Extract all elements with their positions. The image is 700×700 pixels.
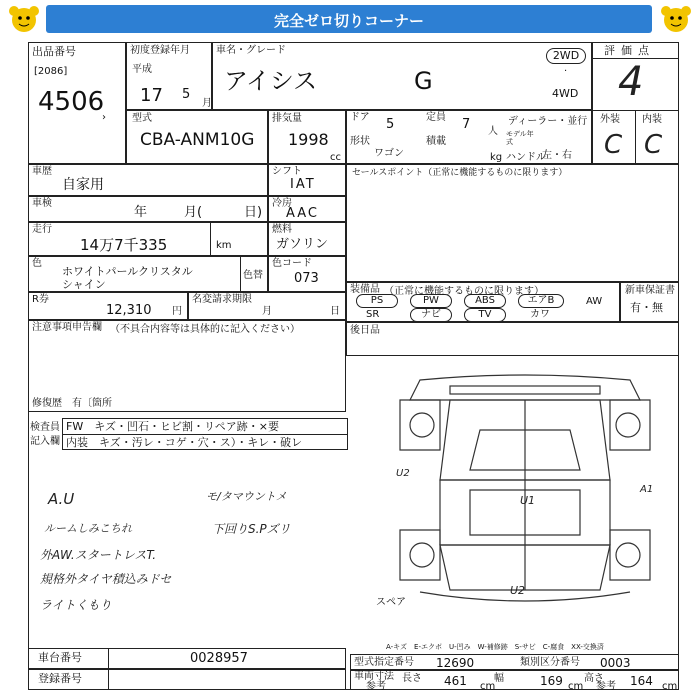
ref-2: 参考: [596, 681, 616, 692]
lot-number: 4506: [38, 87, 105, 117]
int-label: 内装: [642, 114, 662, 125]
fuel: ガソリン: [276, 237, 329, 252]
load-label: 積載: [426, 136, 446, 147]
inspect-label: 車検: [32, 198, 52, 209]
hand-u2-bottom: U2: [510, 584, 526, 597]
equip-airbag: エアB: [518, 294, 564, 308]
check-row-1: FW キズ・凹石・ヒビ割・リペア跡・×要: [66, 420, 279, 433]
doors: 5: [386, 117, 395, 132]
equip-ps: PS: [356, 294, 398, 308]
dealer-label: ディーラー・並行: [508, 116, 588, 127]
sales-label: セールスポイント（正常に機能するものに限ります）: [352, 168, 568, 178]
cat-label: 類別区分番号: [520, 657, 580, 668]
equip-abs: ABS: [464, 294, 506, 308]
sales-box: [346, 164, 679, 282]
equip-leather: カワ: [530, 309, 550, 320]
lot-code: [2086]: [34, 66, 68, 77]
year-label: モデル年式: [506, 130, 534, 146]
chassis-label: 車台番号: [38, 651, 82, 664]
hand-note-4: 規格外タイヤ積込みドセ: [40, 572, 172, 586]
hand-note-r2: 下回りS.Pズリ: [212, 522, 291, 536]
later-box: [346, 322, 679, 356]
spare-label: スペア: [376, 597, 406, 608]
repaint-label: 色替: [243, 270, 263, 281]
recycle-unit: 円: [172, 306, 182, 317]
disp: 1998: [288, 130, 329, 149]
drive-2wd: 2WD: [546, 48, 586, 64]
hand-note-5: ライトくもり: [40, 598, 112, 612]
score-label: 評価点: [604, 44, 655, 57]
mascot-left-icon: [6, 4, 42, 36]
equip-tv: TV: [464, 308, 506, 322]
equip-pw: PW: [410, 294, 452, 308]
cap-label: 定員: [426, 112, 446, 123]
check-row-2: 内装 キズ・汚レ・コゲ・穴・ス）・キレ・破レ: [66, 436, 303, 449]
size-label: 車両寸法: [354, 671, 394, 682]
handle-label: ハンドル: [506, 152, 546, 163]
colorcode: 073: [294, 271, 319, 286]
reg-label: 初度登録年月: [130, 45, 190, 56]
disp-label: 排気量: [272, 113, 302, 124]
ext-label: 外装: [600, 114, 620, 125]
repair-label: 修復歴: [32, 398, 62, 409]
reg-era: 平成: [132, 64, 152, 75]
history-label: 車歴: [32, 166, 52, 177]
equip-aw: AW: [586, 296, 603, 307]
recycle-label: R券: [32, 294, 49, 305]
drive-4wd: 4WD: [552, 87, 579, 100]
equip-navi: ナビ: [410, 308, 452, 322]
cat: 0003: [600, 656, 631, 670]
reg-year: 17: [140, 85, 163, 106]
disp-unit: cc: [330, 152, 341, 163]
later-label: 後日品: [350, 325, 380, 336]
newcar: 有・無: [630, 301, 663, 314]
inspect-d: 日): [244, 205, 263, 220]
load-unit: kg: [490, 152, 503, 163]
mileage: 14万7千335: [80, 236, 168, 254]
wid-unit: cm: [568, 681, 584, 692]
mileage-unit: km: [216, 240, 232, 251]
equip-label: 装備品: [350, 284, 380, 295]
wid-label: 幅: [494, 673, 504, 684]
fuel-label: 燃料: [272, 224, 292, 235]
car-name: アイシス: [224, 67, 318, 95]
shift: IAT: [290, 177, 316, 192]
recycle: 12,310: [106, 303, 152, 318]
hand-note-3: 外AW.スタートレスT.: [40, 548, 157, 562]
ac-label: 冷房: [272, 198, 292, 209]
drive-dot: ·: [564, 66, 568, 77]
chassis: 0028957: [190, 651, 248, 666]
capacity: 7: [462, 117, 471, 132]
lot-label: 出品番号: [32, 45, 76, 58]
mail-m: 月: [262, 306, 272, 317]
hand-note-r1: モ/タマウントメ: [206, 490, 287, 503]
car-diagram: [380, 360, 670, 620]
int-grade: C: [644, 130, 663, 160]
notes-sub: （不具合内容等は具体的に記入ください）: [110, 324, 300, 335]
ext-grade: C: [604, 130, 623, 160]
reg-month: 5: [182, 87, 191, 102]
header-title: 完全ゼロ切りコーナー: [273, 12, 424, 30]
newcar-label: 新車保証書: [625, 285, 675, 296]
hand-note-2: ルームしみこちれ: [44, 522, 132, 535]
history: 自家用: [62, 177, 104, 193]
repair: 有〔箇所: [72, 398, 112, 409]
hand-u2-left: U2: [396, 468, 410, 479]
ac: AAC: [286, 206, 319, 221]
name-label: 車名・グレード: [216, 45, 286, 56]
hand-a1: A1: [640, 484, 654, 495]
len-label: 長さ: [402, 673, 422, 684]
ref-1: 参考: [366, 681, 386, 692]
shape-label: 形状: [350, 136, 370, 147]
type-label: 型式指定番号: [354, 657, 414, 668]
mail-d: 日: [330, 306, 340, 317]
reg-label-bottom: 登録番号: [38, 672, 82, 685]
check-label-2: 記入欄: [30, 436, 60, 447]
model-label: 型式: [132, 113, 152, 124]
shape: ワゴン: [374, 148, 404, 159]
mascot-right-icon: [658, 4, 694, 36]
equip-note: （正常に機能するものに限ります）: [384, 286, 544, 297]
cap-unit: 人: [488, 126, 498, 137]
door-label: ドア: [350, 112, 370, 123]
notes-label: 注意事項申告欄: [32, 322, 102, 333]
score: 4: [618, 59, 644, 105]
hgt: 164: [630, 674, 653, 688]
inspect-y: 年: [134, 205, 148, 220]
len: 461: [444, 674, 467, 688]
shift-label: シフト: [272, 166, 302, 177]
damage-legend: A-キズ E-エクボ U-凹み W-補修跡 S-サビ C-腐食 XX-交換済: [386, 643, 604, 651]
inspect-row: [28, 196, 268, 222]
hand-u1: U1: [520, 494, 536, 507]
equip-sr: SR: [366, 309, 380, 320]
type: 12690: [436, 656, 475, 670]
color-label: 色: [32, 258, 42, 269]
check-label-1: 検査員: [30, 422, 60, 433]
len-unit: cm: [480, 681, 496, 692]
hand-note-1: A.U: [48, 490, 75, 508]
lot-suffix: ›: [102, 112, 106, 123]
grade: G: [414, 67, 433, 95]
mileage-label: 走行: [32, 224, 52, 235]
color-line2: シャイン: [62, 278, 106, 291]
model: CBA-ANM10G: [140, 130, 255, 150]
hgt-unit: cm: [662, 681, 678, 692]
color-line1: ホワイトパールクリスタル: [62, 265, 193, 278]
handle: 左・右: [542, 150, 572, 161]
colorcode-label: 色コード: [272, 258, 312, 269]
wid: 169: [540, 674, 563, 688]
inspect-m: 月(: [184, 205, 203, 220]
hgt-label: 高さ: [584, 673, 604, 684]
mail-label: 名変請求期限: [192, 294, 252, 305]
reg-month-unit: 月: [202, 98, 212, 109]
